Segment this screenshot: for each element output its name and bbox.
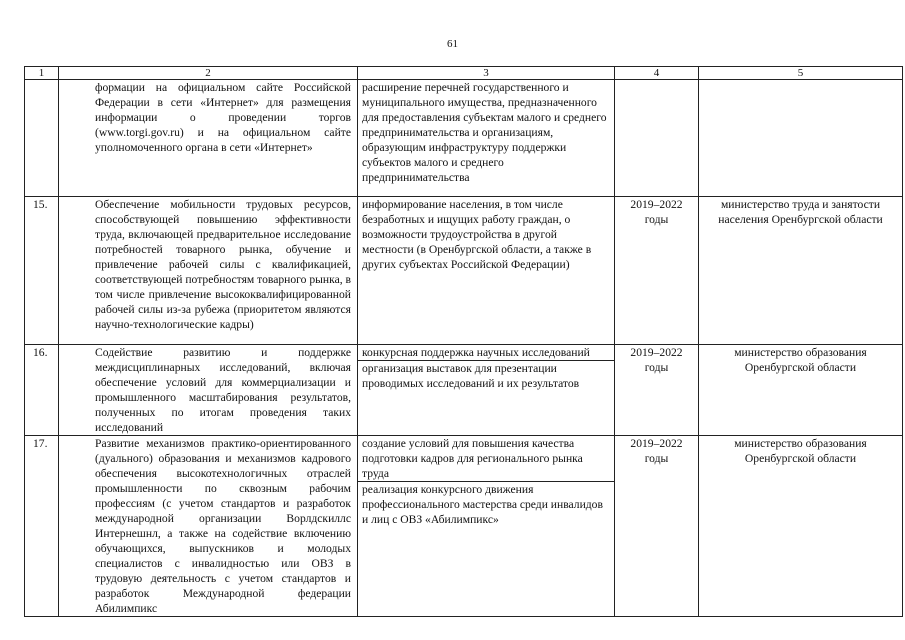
period-text: [615, 80, 699, 197]
header-col-4: 4: [615, 67, 699, 80]
period-text: 2019–2022 годы: [615, 197, 699, 345]
table-row: [25, 197, 903, 345]
table-row: [25, 80, 903, 197]
row-number: 15.: [25, 197, 59, 345]
header-row: [25, 67, 903, 80]
table-row: [25, 345, 903, 436]
measures-cell: [358, 345, 615, 436]
responsible-text: министерство образования Оренбургской области: [699, 436, 903, 617]
page-number: 61: [447, 38, 458, 50]
measure-text: информирование населения, в том числе безработных и ищущих работу граждан, о возможности трудоустройства в другой местности (в Оренбургской области, а также в других субъектах Российской Федерации): [362, 198, 592, 271]
header-col-1: 1: [25, 67, 59, 80]
task-text: Обеспечение мобильности трудовых ресурсов, способствующей повышению эффективности труда, включающей предварительное исследование потребностей товарного рынка, обучение и привлечение рабочей силы с квалификацией, соответствующей потребностям товарного рынка, в том числе привлечение высококвалифицированной рабочей силы из-за рубежа (приоритетом являются научно-технологические кадры): [59, 197, 358, 345]
header-col-3: 3: [358, 67, 615, 80]
measures-cell: [358, 436, 615, 617]
task-text: формации на официальном сайте Российской Федерации в сети «Интернет» для размещения информации о проведении торгов (www.torgi.gov.ru) и на официальном сайте уполномоченного органа в сети «Интернет»: [59, 80, 358, 197]
measure-text: конкурсная поддержка научных исследований: [362, 346, 590, 359]
activities-table: [24, 66, 903, 617]
measure-text: организация выставок для презентации проводимых исследований и их результатов: [358, 360, 614, 391]
period-text: 2019–2022 годы: [615, 345, 699, 436]
task-text: Развитие механизмов практико-ориентированного (дуального) образования и механизмов кадрового обеспечения высокотехнологичных отраслей промышленности по сквозным рабочим профессиям (с учетом стандартов и разработок международной организации Ворлдскиллс Интернешнл, а также на содействие включению обучающихся, выпускников и молодых специалистов с инвалидностью или ОВЗ в трудовую деятельность с учетом стандартов и разработок Международной федерации Абилимпикс: [59, 436, 358, 617]
header-col-2: 2: [59, 67, 358, 80]
row-number: 17.: [25, 436, 59, 617]
period-text: 2019–2022 годы: [615, 436, 699, 617]
header-col-5: 5: [699, 67, 903, 80]
measure-text: расширение перечней государственного и муниципального имущества, предназначенного для предоставления субъектам малого и среднего предпринимательства и организациям, образующим инфраструктуру поддержки субъектов малого и среднего предпринимательства: [362, 81, 607, 184]
measure-text: создание условий для повышения качества подготовки кадров для регионального рынка труда: [362, 437, 583, 480]
measures-cell: [358, 197, 615, 345]
row-number: 16.: [25, 345, 59, 436]
measure-text: реализация конкурсного движения профессионального мастерства среди инвалидов и лиц с ОВЗ «Абилимпикс»: [358, 481, 614, 527]
row-number: [25, 80, 59, 197]
task-text: Содействие развитию и поддержке междисциплинарных исследований, включая обеспечение условий для коммерциализации и промышленного масштабирования результатов, полученных по итогам проведения таких исследований: [59, 345, 358, 436]
table-row: [25, 436, 903, 617]
responsible-text: министерство труда и занятости населения Оренбургской области: [699, 197, 903, 345]
responsible-text: [699, 80, 903, 197]
responsible-text: министерство образования Оренбургской области: [699, 345, 903, 436]
measures-cell: [358, 80, 615, 197]
